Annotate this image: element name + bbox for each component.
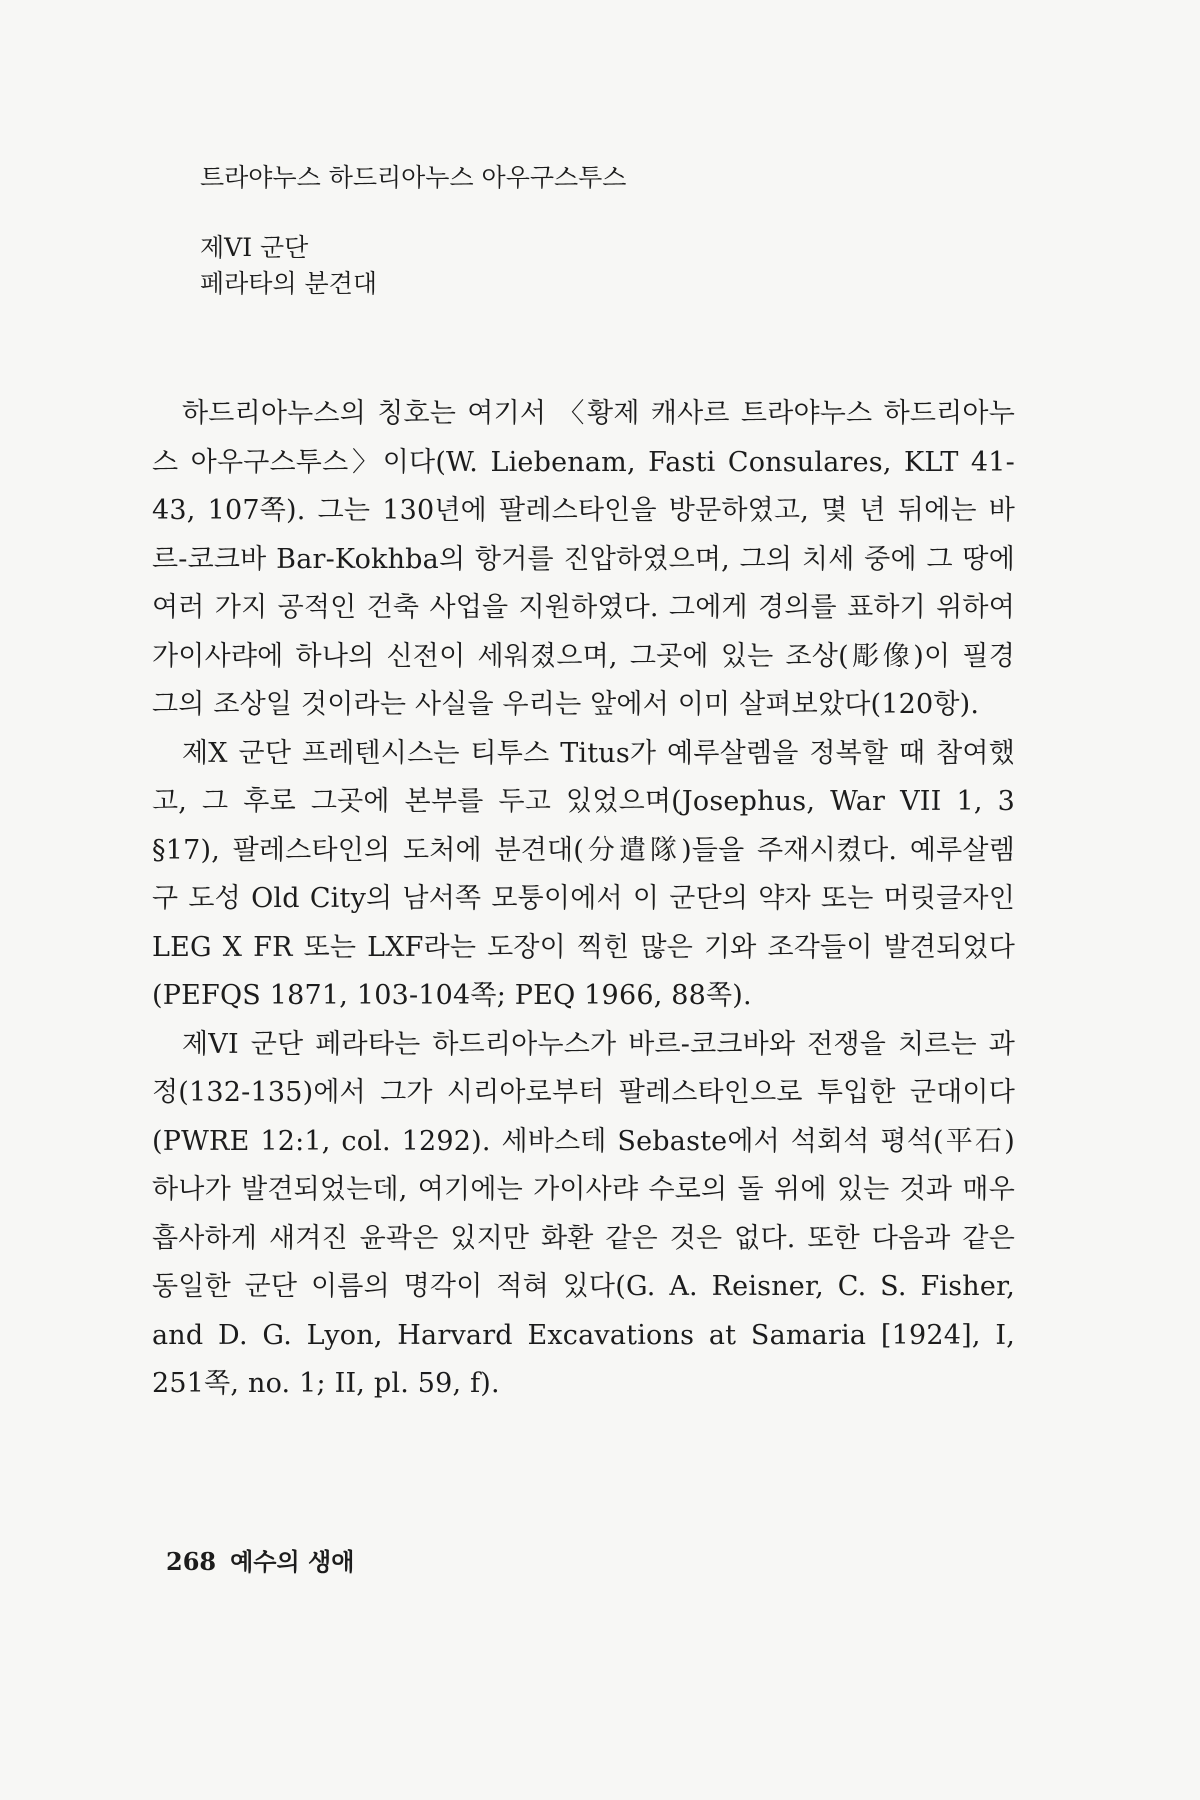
inscription-line-2: 제VI 군단 (200, 233, 309, 262)
paragraph-1: 하드리아누스의 칭호는 여기서 〈황제 캐사르 트라야누스 하드리아누스 아우구스투스〉이다(W. Liebenam, Fasti Consulares, KLT 41-43, 107쪽). 그는 130년에 팔레스타인을 방문하였고, 몇 년 뒤에는 바르-코크바 Bar-Kokhba의 항거를 진압하였으며, 그의 치세 중에 그 땅에 여러 가지 공적인 건축 사업을 지원하였다. 그에게 경의를 표하기 위하여 가이사랴에 하나의 신전이 세워졌으며, 그곳에 있는 조상(彫像)이 필경 그의 조상일 것이라는 사실을 우리는 앞에서 이미 살펴보았다(120항). (152, 398, 1015, 720)
page-footer (166, 1542, 354, 1577)
inscription-line-3: 페라타의 분견대 (200, 269, 377, 298)
body-text (152, 390, 1015, 1409)
inscription-line-1: 트라야누스 하드리아누스 아우구스투스 (200, 163, 627, 192)
paragraph-2: 제X 군단 프레텐시스는 티투스 Titus가 예루살렘을 정복할 때 참여했고, 그 후로 그곳에 본부를 두고 있었으며(Josephus, War VII 1, 3 §17), 팔레스타인의 도처에 분견대(分遣隊)들을 주재시켰다. 예루살렘 구 도성 Old City의 남서쪽 모퉁이에서 이 군단의 약자 또는 머릿글자인 LEG X FR 또는 LXF라는 도장이 찍힌 많은 기와 조각들이 발견되었다(PEFQS 1871, 103-104쪽; PEQ 1966, 88쪽). (152, 737, 1015, 1011)
inscription-block (200, 160, 626, 302)
page-number: 268 (166, 1547, 217, 1576)
running-title: 예수의 생애 (230, 1548, 355, 1576)
paragraph-3: 제VI 군단 페라타는 하드리아누스가 바르-코크바와 전쟁을 치르는 과정(132-135)에서 그가 시리아로부터 팔레스타인으로 투입한 군대이다(PWRE 12:1, col. 1292). 세바스테 Sebaste에서 석회석 평석(平石) 하나가 발견되었는데, 여기에는 가이사랴 수로의 돌 위에 있는 것과 매우 흡사하게 새겨진 윤곽은 있지만 화환 같은 것은 없다. 또한 다음과 같은 동일한 군단 이름의 명각이 적혀 있다(G. A. Reisner, C. S. Fisher, and D. G. Lyon, Harvard Excavations at Samaria [1924], I, 251쪽, no. 1; II, pl. 59, f). (152, 1028, 1015, 1399)
